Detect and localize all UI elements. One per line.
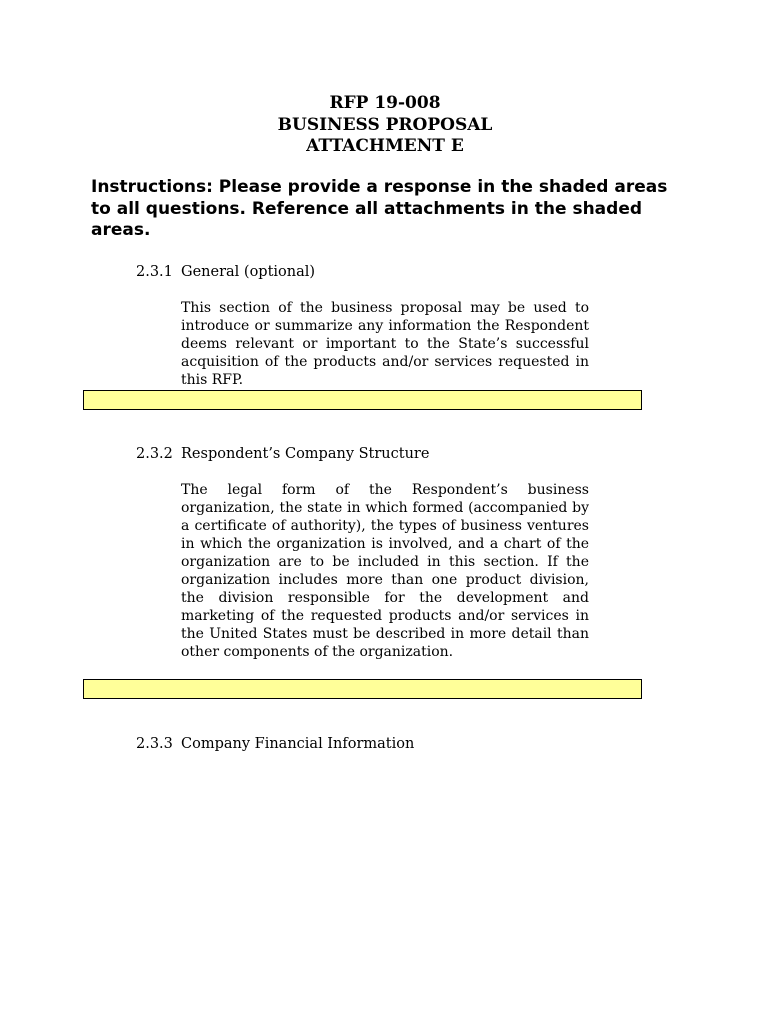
section-title: General (optional) [181,264,316,280]
rfp-number: RFP 19-008 [329,93,441,113]
instructions-text: Instructions: Please provide a response in the shaded areas to all questions. Reference all attachments in the shaded areas. [91,177,668,240]
section-heading-general [136,263,315,281]
attachment-label: ATTACHMENT E [306,136,464,156]
section-heading-company-structure [136,445,429,463]
section-number: 2.3.3 [136,736,173,752]
section-body-company-structure: The legal form of the Respondent’s business organization, the state in which formed (accompanied by a certificate of authority), the types of business ventures in which the organization is involved, and a chart of the organization are to be included in this section. If the organization includes more than one product division, the division responsible for the development and marketing of the requested products and/or services in the United States must be described in more detail than other components of the organization. [181,482,589,660]
section-number: 2.3.2 [136,446,173,462]
response-area-company-structure[interactable] [83,679,642,699]
document-subtitle: BUSINESS PROPOSAL [277,114,493,135]
section-title: Company Financial Information [181,736,415,752]
section-heading-financial-information [136,735,414,753]
section-title: Respondent’s Company Structure [181,446,430,462]
section-number: 2.3.1 [136,264,173,280]
response-area-general[interactable] [83,390,642,410]
section-body-general: This section of the business proposal may be used to introduce or summarize any information the Respondent deems relevant or important to the State’s successful acquisition of the products and/or services requested in this RFP. [181,300,589,388]
document-title [0,93,770,158]
